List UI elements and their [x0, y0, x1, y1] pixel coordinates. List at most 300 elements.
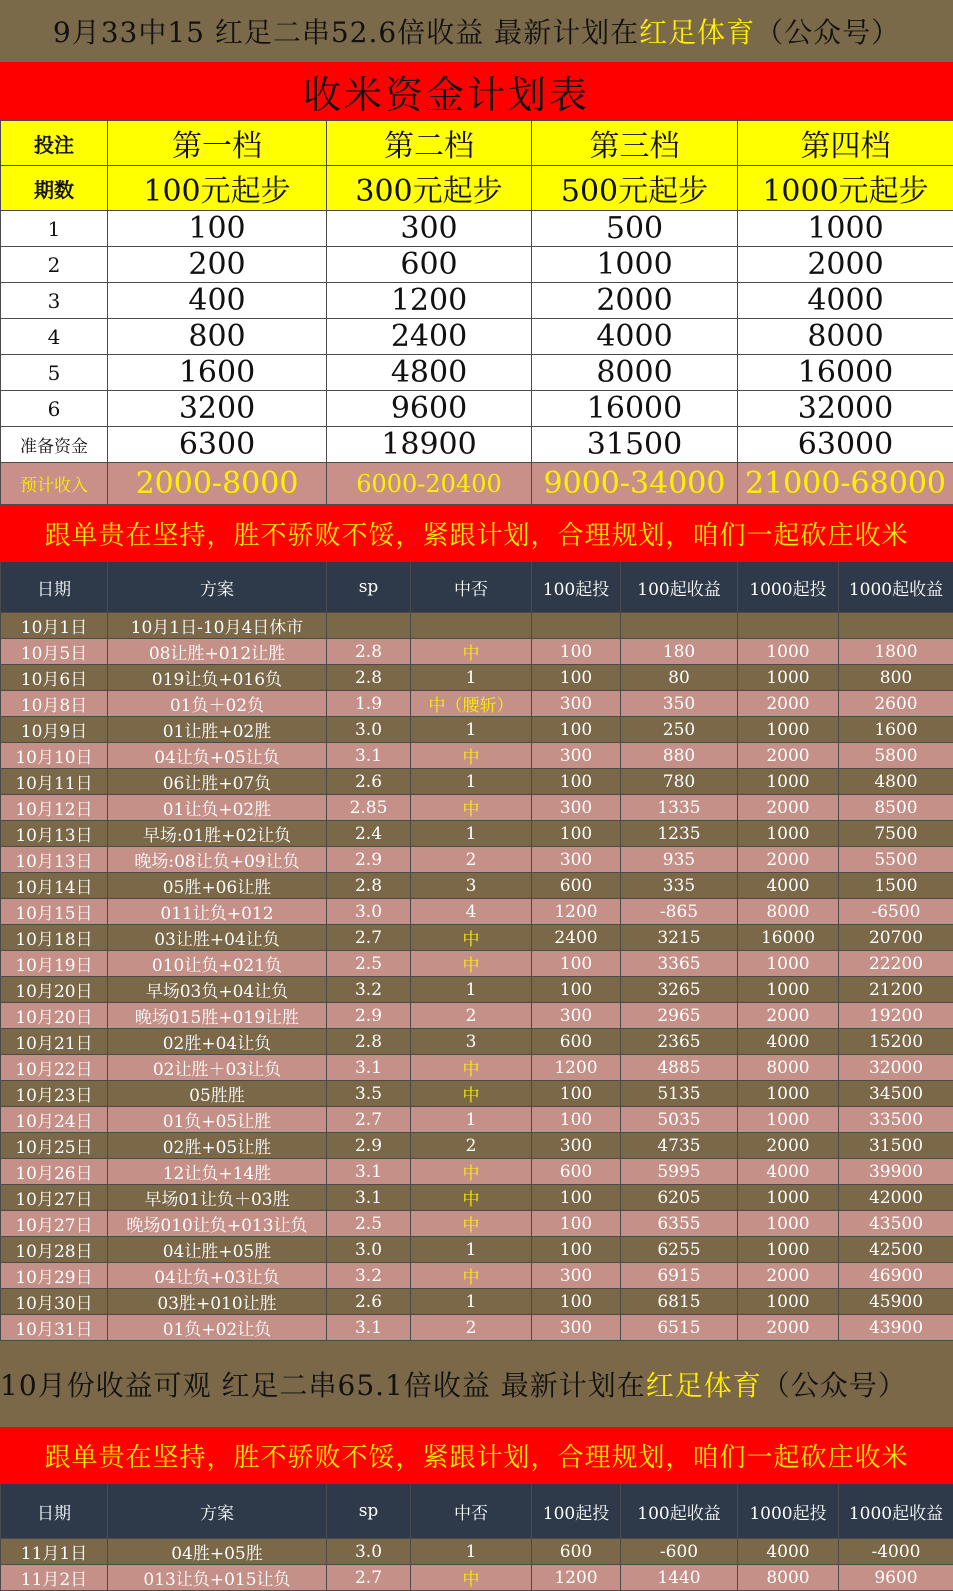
result-cell: 1000 — [738, 1289, 839, 1315]
result-cell: 2000 — [738, 1263, 839, 1289]
result-row — [1, 1133, 953, 1159]
result-row — [1, 1107, 953, 1133]
plan-corner-top: 投注 — [1, 121, 108, 166]
result-row — [1, 821, 953, 847]
result-cell: 6205 — [621, 1185, 738, 1211]
result-row — [1, 1055, 953, 1081]
result-cell: 1200 — [532, 1565, 621, 1591]
plan-row-label: 准备资金 — [1, 427, 108, 463]
result-cell: 1 — [411, 1539, 532, 1565]
result-cell: 08让胜+012让胜 — [108, 639, 327, 665]
result-cell: 1800 — [839, 639, 953, 665]
result-cell: 4885 — [621, 1055, 738, 1081]
plan-cell: 31500 — [532, 427, 738, 463]
result-cell: 2 — [411, 1315, 532, 1341]
result-cell: 03让胜+04让负 — [108, 925, 327, 951]
plan-start: 500元起步 — [532, 166, 738, 211]
result-cell: 01负＋02负 — [108, 691, 327, 717]
october-results-body — [1, 562, 953, 1341]
result-cell: 42500 — [839, 1237, 953, 1263]
result-cell: 3 — [411, 1029, 532, 1055]
result-cell: 8000 — [738, 1565, 839, 1591]
result-cell: 10月5日 — [1, 639, 108, 665]
plan-cell: 3200 — [108, 391, 327, 427]
result-cell: 019让负+016负 — [108, 665, 327, 691]
result-cell: 9600 — [839, 1565, 953, 1591]
result-cell: 1 — [411, 1237, 532, 1263]
result-cell: 300 — [532, 795, 621, 821]
result-row — [1, 665, 953, 691]
result-cell: 10月12日 — [1, 795, 108, 821]
plan-cell: 16000 — [738, 355, 953, 391]
result-cell: 10月1日 — [1, 613, 108, 639]
result-cell: 3.0 — [327, 1539, 411, 1565]
result-cell: 300 — [532, 1133, 621, 1159]
top-banner-prefix: 9月33中15 红足二串52.6倍收益 最新计划在 — [53, 11, 639, 51]
result-cell: 11月1日 — [1, 1539, 108, 1565]
plan-cell: 400 — [108, 283, 327, 319]
result-cell: 2.6 — [327, 769, 411, 795]
result-cell: 3.2 — [327, 977, 411, 1003]
result-cell: 1000 — [738, 639, 839, 665]
column-header: 1000起收益 — [839, 562, 953, 613]
result-cell: 2000 — [738, 743, 839, 769]
mid-banner-suffix: （公众号） — [762, 1364, 907, 1404]
result-cell: 中 — [411, 1159, 532, 1185]
column-header: 1000起投 — [738, 1484, 839, 1539]
plan-row — [1, 391, 953, 427]
result-row — [1, 1263, 953, 1289]
result-cell: 04让胜+05胜 — [108, 1237, 327, 1263]
result-row — [1, 1081, 953, 1107]
result-cell: 10月29日 — [1, 1263, 108, 1289]
plan-income: 9000-34000 — [532, 463, 738, 505]
result-cell: 11月2日 — [1, 1565, 108, 1591]
result-row — [1, 1029, 953, 1055]
top-banner — [0, 0, 953, 62]
result-cell: 2.5 — [327, 951, 411, 977]
result-cell: 800 — [839, 665, 953, 691]
result-cell: 600 — [532, 873, 621, 899]
result-cell: 2000 — [738, 1003, 839, 1029]
plan-tier: 第一档 — [108, 121, 327, 166]
november-results-table — [0, 1483, 953, 1591]
result-cell — [327, 613, 411, 639]
result-cell: 3.1 — [327, 743, 411, 769]
plan-start: 1000元起步 — [738, 166, 953, 211]
result-cell: 6915 — [621, 1263, 738, 1289]
plan-cell: 2000 — [532, 283, 738, 319]
result-cell: 100 — [532, 1237, 621, 1263]
result-cell: 21200 — [839, 977, 953, 1003]
result-cell: 01让胜+02胜 — [108, 717, 327, 743]
result-cell: 4 — [411, 899, 532, 925]
plan-row — [1, 355, 953, 391]
plan-table — [0, 120, 953, 505]
result-cell: 43900 — [839, 1315, 953, 1341]
result-cell: 10月28日 — [1, 1237, 108, 1263]
result-cell: 晚场:08让负+09让负 — [108, 847, 327, 873]
plan-cell: 32000 — [738, 391, 953, 427]
result-cell: 600 — [532, 1159, 621, 1185]
plan-cell: 18900 — [327, 427, 532, 463]
result-cell: 1000 — [738, 1185, 839, 1211]
plan-row — [1, 427, 953, 463]
result-cell: 05胜+06让胜 — [108, 873, 327, 899]
result-cell: 010让负+021负 — [108, 951, 327, 977]
result-cell: 10月1日-10月4日休市 — [108, 613, 327, 639]
result-cell: 4000 — [738, 1539, 839, 1565]
plan-start: 300元起步 — [327, 166, 532, 211]
plan-row-label: 6 — [1, 391, 108, 427]
plan-cell: 16000 — [532, 391, 738, 427]
result-cell: 中 — [411, 639, 532, 665]
plan-cell: 4800 — [327, 355, 532, 391]
result-row — [1, 1159, 953, 1185]
column-header: 100起投 — [532, 1484, 621, 1539]
result-cell: 04让负+03让负 — [108, 1263, 327, 1289]
result-cell: 3.0 — [327, 1237, 411, 1263]
result-cell: 100 — [532, 639, 621, 665]
plan-income-row — [1, 463, 953, 505]
result-cell: 中 — [411, 743, 532, 769]
result-cell: 4000 — [738, 1029, 839, 1055]
result-cell: 2.85 — [327, 795, 411, 821]
result-row — [1, 613, 953, 639]
result-row — [1, 691, 953, 717]
result-cell: 2 — [411, 1133, 532, 1159]
plan-cell: 500 — [532, 211, 738, 247]
result-cell: -6500 — [839, 899, 953, 925]
result-cell: 中 — [411, 1081, 532, 1107]
result-cell: 02胜+05让胜 — [108, 1133, 327, 1159]
result-cell: 100 — [532, 665, 621, 691]
column-header: 100起收益 — [621, 562, 738, 613]
plan-cell: 8000 — [738, 319, 953, 355]
result-cell: 180 — [621, 639, 738, 665]
result-cell: 3365 — [621, 951, 738, 977]
plan-cell: 800 — [108, 319, 327, 355]
result-cell: 300 — [532, 1003, 621, 1029]
result-cell: 10月13日 — [1, 847, 108, 873]
result-row — [1, 1565, 953, 1591]
result-cell: 2.4 — [327, 821, 411, 847]
result-cell — [411, 613, 532, 639]
result-cell: 5135 — [621, 1081, 738, 1107]
plan-row-label: 2 — [1, 247, 108, 283]
plan-start: 100元起步 — [108, 166, 327, 211]
column-header: 日期 — [1, 1484, 108, 1539]
result-cell: 100 — [532, 1107, 621, 1133]
result-cell: 1440 — [621, 1565, 738, 1591]
result-cell: 04让负+05让负 — [108, 743, 327, 769]
plan-income-label: 预计收入 — [1, 463, 108, 505]
column-header: 中否 — [411, 562, 532, 613]
result-cell — [532, 613, 621, 639]
result-cell: 2.7 — [327, 925, 411, 951]
result-cell: 5995 — [621, 1159, 738, 1185]
plan-row-label: 3 — [1, 283, 108, 319]
result-cell: 1000 — [738, 1211, 839, 1237]
result-cell: 中 — [411, 1263, 532, 1289]
result-cell: 100 — [532, 821, 621, 847]
result-cell: 中 — [411, 1565, 532, 1591]
result-cell: 19200 — [839, 1003, 953, 1029]
result-cell: 20700 — [839, 925, 953, 951]
result-cell: 2.6 — [327, 1289, 411, 1315]
plan-income: 2000-8000 — [108, 463, 327, 505]
result-cell: 2000 — [738, 691, 839, 717]
result-cell: 晚场010让负+013让负 — [108, 1211, 327, 1237]
plan-tier: 第二档 — [327, 121, 532, 166]
plan-cell: 600 — [327, 247, 532, 283]
plan-cell: 300 — [327, 211, 532, 247]
result-cell: 05胜胜 — [108, 1081, 327, 1107]
result-cell: 4000 — [738, 1159, 839, 1185]
result-cell — [621, 613, 738, 639]
plan-row-label: 1 — [1, 211, 108, 247]
plan-cell: 100 — [108, 211, 327, 247]
result-cell: 1200 — [532, 1055, 621, 1081]
result-cell: 10月27日 — [1, 1185, 108, 1211]
result-cell: 2000 — [738, 1315, 839, 1341]
plan-cell: 63000 — [738, 427, 953, 463]
result-cell: 300 — [532, 743, 621, 769]
result-cell: 1 — [411, 665, 532, 691]
result-cell: 250 — [621, 717, 738, 743]
result-cell: 中 — [411, 1211, 532, 1237]
result-cell: 46900 — [839, 1263, 953, 1289]
result-cell: 1000 — [738, 1237, 839, 1263]
result-cell: 1500 — [839, 873, 953, 899]
result-cell: 5800 — [839, 743, 953, 769]
result-cell: 39900 — [839, 1159, 953, 1185]
result-cell: 10月26日 — [1, 1159, 108, 1185]
result-cell: 3.5 — [327, 1081, 411, 1107]
result-cell: 10月22日 — [1, 1055, 108, 1081]
result-cell: 16000 — [738, 925, 839, 951]
result-cell: 31500 — [839, 1133, 953, 1159]
result-cell: 3.1 — [327, 1315, 411, 1341]
top-banner-suffix: （公众号） — [755, 11, 900, 51]
result-cell: 6355 — [621, 1211, 738, 1237]
result-cell: 03胜+010让胜 — [108, 1289, 327, 1315]
result-cell: 300 — [532, 691, 621, 717]
result-cell: 100 — [532, 1289, 621, 1315]
result-row — [1, 899, 953, 925]
column-header: 100起收益 — [621, 1484, 738, 1539]
result-cell: 10月10日 — [1, 743, 108, 769]
result-cell: 10月24日 — [1, 1107, 108, 1133]
result-cell: 1 — [411, 717, 532, 743]
plan-cell: 2400 — [327, 319, 532, 355]
result-cell: 1.9 — [327, 691, 411, 717]
result-cell: 2 — [411, 1003, 532, 1029]
plan-tier: 第四档 — [738, 121, 953, 166]
result-cell: 10月20日 — [1, 1003, 108, 1029]
slogan-2: 跟单贵在坚持，胜不骄败不馁，紧跟计划，合理规划，咱们一起砍庄收米 — [0, 1427, 953, 1483]
result-cell: 02胜+04让负 — [108, 1029, 327, 1055]
result-cell: 1200 — [532, 899, 621, 925]
result-cell: 2000 — [738, 795, 839, 821]
result-cell: 10月11日 — [1, 769, 108, 795]
result-cell: 3265 — [621, 977, 738, 1003]
result-cell: 33500 — [839, 1107, 953, 1133]
result-cell: 5035 — [621, 1107, 738, 1133]
plan-cell: 1000 — [738, 211, 953, 247]
result-cell: 02让胜＋03让负 — [108, 1055, 327, 1081]
result-cell: 中 — [411, 951, 532, 977]
result-cell: 2400 — [532, 925, 621, 951]
result-cell: 100 — [532, 717, 621, 743]
result-row — [1, 1003, 953, 1029]
result-cell: 1 — [411, 977, 532, 1003]
top-banner-highlight: 红足体育 — [639, 11, 755, 51]
plan-body — [1, 211, 953, 463]
result-cell: -865 — [621, 899, 738, 925]
result-cell: -600 — [621, 1539, 738, 1565]
result-cell: 600 — [532, 1029, 621, 1055]
result-cell: 2 — [411, 847, 532, 873]
mid-banner-highlight: 红足体育 — [646, 1364, 762, 1404]
column-header: 方案 — [108, 1484, 327, 1539]
result-cell: 10月31日 — [1, 1315, 108, 1341]
result-cell: 2.8 — [327, 639, 411, 665]
result-cell: 2.9 — [327, 1133, 411, 1159]
result-row — [1, 925, 953, 951]
result-cell: 2000 — [738, 1133, 839, 1159]
plan-row-label: 4 — [1, 319, 108, 355]
result-cell: 早场:01胜+02让负 — [108, 821, 327, 847]
result-cell: 1235 — [621, 821, 738, 847]
plan-title: 收米资金计划表 — [0, 62, 953, 120]
result-cell: 10月19日 — [1, 951, 108, 977]
plan-income: 21000-68000 — [738, 463, 953, 505]
result-cell: 300 — [532, 1315, 621, 1341]
result-cell: 1600 — [839, 717, 953, 743]
result-row — [1, 847, 953, 873]
result-cell: 2.7 — [327, 1107, 411, 1133]
result-cell: 3.0 — [327, 899, 411, 925]
result-cell: 中 — [411, 1185, 532, 1211]
plan-cell: 4000 — [532, 319, 738, 355]
result-cell: 中 — [411, 795, 532, 821]
result-cell: 7500 — [839, 821, 953, 847]
result-cell: 2.5 — [327, 1211, 411, 1237]
result-cell: 335 — [621, 873, 738, 899]
result-cell: 1000 — [738, 717, 839, 743]
result-cell: 2.9 — [327, 847, 411, 873]
result-cell: 10月27日 — [1, 1211, 108, 1237]
result-cell: 5500 — [839, 847, 953, 873]
result-row — [1, 977, 953, 1003]
result-row — [1, 873, 953, 899]
column-header: sp — [327, 1484, 411, 1539]
result-row — [1, 1289, 953, 1315]
column-header: 1000起投 — [738, 562, 839, 613]
result-cell: 10月23日 — [1, 1081, 108, 1107]
result-cell: 013让负+015让负 — [108, 1565, 327, 1591]
plan-row — [1, 319, 953, 355]
results-header-row — [1, 562, 953, 613]
column-header: 日期 — [1, 562, 108, 613]
result-cell: 42000 — [839, 1185, 953, 1211]
result-cell: 3 — [411, 873, 532, 899]
result-cell: 34500 — [839, 1081, 953, 1107]
plan-row-label: 5 — [1, 355, 108, 391]
result-row — [1, 951, 953, 977]
result-cell: 06让胜+07负 — [108, 769, 327, 795]
result-cell: 10月18日 — [1, 925, 108, 951]
result-cell: 3.1 — [327, 1055, 411, 1081]
result-cell: 10月15日 — [1, 899, 108, 925]
result-cell: 01让负+02胜 — [108, 795, 327, 821]
result-cell: 300 — [532, 1263, 621, 1289]
result-cell: 2965 — [621, 1003, 738, 1029]
result-cell: 3.0 — [327, 717, 411, 743]
mid-banner — [0, 1341, 953, 1427]
result-cell: 10月6日 — [1, 665, 108, 691]
result-cell: 1000 — [738, 1107, 839, 1133]
result-row — [1, 1237, 953, 1263]
results-header-row — [1, 1484, 953, 1539]
result-cell: 4735 — [621, 1133, 738, 1159]
result-cell: 011让负+012 — [108, 899, 327, 925]
plan-cell: 1200 — [327, 283, 532, 319]
result-row — [1, 1315, 953, 1341]
result-cell: 935 — [621, 847, 738, 873]
plan-corner-bottom: 期数 — [1, 166, 108, 211]
result-cell: 晚场015胜+019让胜 — [108, 1003, 327, 1029]
result-cell: 4800 — [839, 769, 953, 795]
result-row — [1, 769, 953, 795]
result-cell: 1 — [411, 1107, 532, 1133]
result-cell: 10月14日 — [1, 873, 108, 899]
mid-banner-prefix: 10月份收益可观 红足二串65.1倍收益 最新计划在 — [0, 1364, 646, 1404]
result-row — [1, 717, 953, 743]
plan-row — [1, 211, 953, 247]
result-cell: 10月30日 — [1, 1289, 108, 1315]
result-cell: 1000 — [738, 977, 839, 1003]
result-cell: 10月25日 — [1, 1133, 108, 1159]
plan-tier: 第三档 — [532, 121, 738, 166]
column-header: sp — [327, 562, 411, 613]
result-cell: 01负+02让负 — [108, 1315, 327, 1341]
october-results-table — [0, 561, 953, 1341]
result-cell: 3.2 — [327, 1263, 411, 1289]
result-cell: 2.8 — [327, 665, 411, 691]
result-row — [1, 1211, 953, 1237]
plan-cell: 9600 — [327, 391, 532, 427]
result-cell: 43500 — [839, 1211, 953, 1237]
plan-cell: 200 — [108, 247, 327, 283]
result-cell: 10月8日 — [1, 691, 108, 717]
result-row — [1, 1185, 953, 1211]
plan-row — [1, 283, 953, 319]
slogan-1: 跟单贵在坚持，胜不骄败不馁，紧跟计划，合理规划，咱们一起砍庄收米 — [0, 505, 953, 561]
result-cell: 3.1 — [327, 1185, 411, 1211]
plan-cell: 4000 — [738, 283, 953, 319]
result-cell: 15200 — [839, 1029, 953, 1055]
column-header: 1000起收益 — [839, 1484, 953, 1539]
result-cell: 4000 — [738, 873, 839, 899]
result-cell: 01负+05让胜 — [108, 1107, 327, 1133]
result-cell: 22200 — [839, 951, 953, 977]
result-cell: 12让负+14胜 — [108, 1159, 327, 1185]
result-cell: 350 — [621, 691, 738, 717]
result-cell: 10月9日 — [1, 717, 108, 743]
result-cell — [839, 613, 953, 639]
